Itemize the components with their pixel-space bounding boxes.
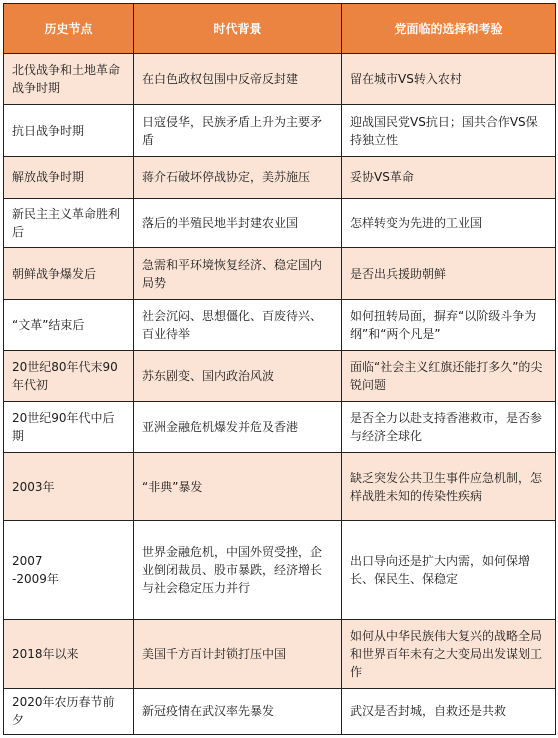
header-party-choices: 党面临的选择和考验: [342, 4, 556, 54]
cell-background: 美国千方百计封锁打压中国: [134, 619, 342, 688]
cell-background: 落后的半殖民地半封建农业国: [134, 199, 342, 248]
cell-choice: 怎样转变为先进的工业国: [342, 199, 556, 248]
cell-background: 蒋介石破坏停战协定，美苏施压: [134, 156, 342, 198]
cell-node: 2018年以来: [4, 619, 134, 688]
cell-background: 亚洲金融危机爆发并危及香港: [134, 401, 342, 452]
cell-node: 2003年: [4, 453, 134, 521]
cell-background: 日寇侵华，民族矛盾上升为主要矛盾: [134, 105, 342, 156]
table-row: [4, 54, 556, 105]
table-row: [4, 351, 556, 401]
table-row: [4, 619, 556, 688]
cell-node: 朝鲜战争爆发后: [4, 248, 134, 299]
cell-node: 2020年农历春节前夕: [4, 688, 134, 734]
table-row: [4, 199, 556, 248]
table-row: [4, 688, 556, 734]
table-row: [4, 401, 556, 452]
cell-node: 20世纪90年代中后期: [4, 401, 134, 452]
table-row: [4, 299, 556, 350]
cell-node: 解放战争时期: [4, 156, 134, 198]
cell-node: 2007 -2009年: [4, 520, 134, 619]
cell-node: 20世纪80年代末90年代初: [4, 351, 134, 401]
cell-background: 苏东剧变、国内政治风波: [134, 351, 342, 401]
table-header-row: [4, 4, 556, 54]
cell-choice: 是否出兵援助朝鲜: [342, 248, 556, 299]
table-row: [4, 105, 556, 156]
cell-node: 抗日战争时期: [4, 105, 134, 156]
cell-choice: 缺乏突发公共卫生事件应急机制，怎样战胜未知的传染性疾病: [342, 453, 556, 521]
header-era-background: 时代背景: [134, 4, 342, 54]
cell-choice: 如何扭转局面，摒弃“以阶级斗争为纲”和“两个凡是”: [342, 299, 556, 350]
cell-background: 社会沉闷、思想僵化、百废待兴、百业待举: [134, 299, 342, 350]
cell-node: 北伐战争和土地革命战争时期: [4, 54, 134, 105]
table-row: [4, 248, 556, 299]
cell-node: “文革”结束后: [4, 299, 134, 350]
cell-choice: 迎战国民党VS抗日；国共合作VS保持独立性: [342, 105, 556, 156]
cell-choice: 是否全力以赴支持香港救市，是否参与经济全球化: [342, 401, 556, 452]
cell-background: 急需和平环境恢复经济、稳定国内局势: [134, 248, 342, 299]
cell-background: 世界金融危机，中国外贸受挫，企业倒闭裁员、股市暴跌，经济增长与社会稳定压力并行: [134, 520, 342, 619]
cell-choice: 出口导向还是扩大内需，如何保增长、保民生、保稳定: [342, 520, 556, 619]
cell-choice: 如何从中华民族伟大复兴的战略全局和世界百年未有之大变局出发谋划工作: [342, 619, 556, 688]
cell-node: 新民主主义革命胜利后: [4, 199, 134, 248]
cell-choice: 武汉是否封城，自救还是共救: [342, 688, 556, 734]
cell-background: 新冠疫情在武汉率先暴发: [134, 688, 342, 734]
table-row: [4, 520, 556, 619]
history-table: [3, 3, 556, 735]
cell-choice: 妥协VS革命: [342, 156, 556, 198]
cell-choice: 面临“社会主义红旗还能打多久”的尖锐问题: [342, 351, 556, 401]
table-row: [4, 453, 556, 521]
table-row: [4, 156, 556, 198]
header-history-node: 历史节点: [4, 4, 134, 54]
cell-background: 在白色政权包围中反帝反封建: [134, 54, 342, 105]
cell-choice: 留在城市VS转入农村: [342, 54, 556, 105]
cell-background: “非典”暴发: [134, 453, 342, 521]
